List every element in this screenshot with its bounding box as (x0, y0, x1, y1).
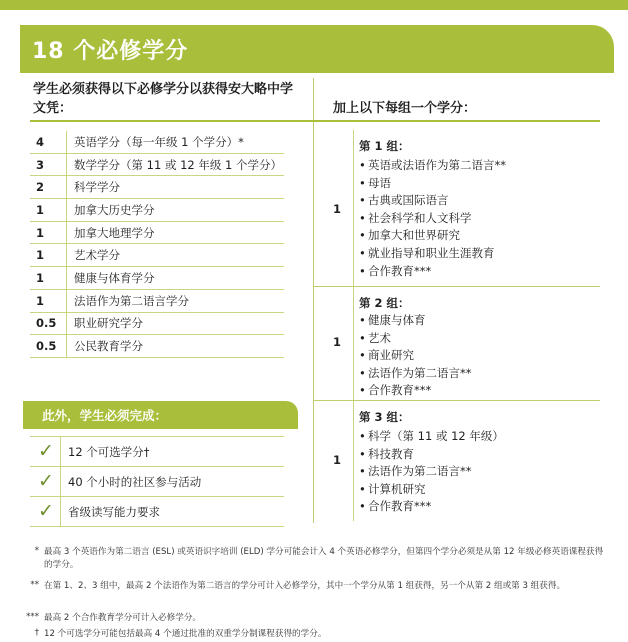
column-divider (313, 78, 314, 523)
bullet-icon: • (359, 158, 366, 172)
list-item (359, 227, 506, 245)
list-item (359, 330, 472, 348)
table-row (30, 176, 284, 199)
table-row (30, 221, 284, 244)
title-banner (20, 25, 614, 73)
table-row (30, 312, 284, 335)
bullet-icon: • (359, 245, 366, 260)
row-divider (60, 467, 61, 496)
footnote-text: 最高 2 个合作教育学分可计入必修学分。 (44, 613, 202, 623)
credit-count: 1 (30, 289, 67, 312)
footnote-mark: *** (26, 612, 39, 622)
checkmark-icon: ✓ (38, 500, 54, 522)
list-item (359, 312, 472, 330)
group-divider (353, 287, 354, 401)
credit-label: 加拿大地理学分 (67, 221, 285, 244)
group-title: 第 3 组： (359, 410, 410, 424)
group-divider (353, 401, 354, 521)
group-3 (333, 401, 600, 521)
list-item (359, 192, 506, 210)
group-credit-count: 1 (333, 335, 342, 349)
group-item-label: 健康与体育 (368, 313, 426, 327)
credit-label: 公民教育学分 (67, 335, 285, 358)
group-item-label: 合作教育*** (368, 383, 432, 398)
table-row (30, 335, 284, 358)
page-title: 18 个必修学分 (32, 39, 189, 64)
list-item (359, 382, 472, 400)
group-divider (353, 130, 354, 287)
group-item-label: 古典或国际语言 (368, 193, 449, 208)
credit-count: 2 (30, 176, 67, 199)
table-row (30, 199, 284, 222)
credit-label: 英语学分（每一年级 1 个学分）* (67, 131, 285, 153)
left-heading: 学生必须获得以下必修学分以获得安大略中学文凭： (33, 82, 294, 116)
bullet-icon: • (359, 365, 366, 380)
bullet-icon: • (359, 348, 366, 363)
table-row (30, 131, 284, 153)
group-item-label: 英语或法语作为第二语言** (368, 158, 506, 172)
credit-count: 0.5 (30, 312, 67, 335)
credit-count: 0.5 (30, 335, 67, 358)
group-list (359, 428, 504, 516)
group-item-label: 法语作为第二语言** (368, 365, 472, 380)
footnote-mark: ** (30, 580, 39, 590)
bullet-icon: • (359, 481, 366, 496)
footnote-mark: * (34, 546, 39, 556)
group-credit-count: 1 (333, 202, 342, 216)
additional-heading: 此外，学生必须完成： (42, 408, 168, 423)
checkmark-icon: ✓ (38, 470, 54, 492)
list-item (359, 245, 506, 263)
footnote-text: 最高 3 个英语作为第二语言 (ESL) 或英语识字培训 (ELD) 学分可能会计入 4 个英语必修学分，但第四个学分必须是从第 12 年级必修英语课程获得的学分。 (44, 547, 604, 570)
additional-requirements-list (30, 436, 284, 527)
list-item (359, 446, 504, 464)
right-heading: 加上以下每组一个学分： (333, 101, 477, 116)
group-item-label: 合作教育*** (368, 499, 432, 514)
group-item-label: 就业指导和职业生涯教育 (368, 245, 495, 260)
list-item (359, 481, 504, 499)
list-item (30, 497, 284, 527)
group-item-label: 商业研究 (368, 348, 414, 363)
group-item-label: 加拿大和世界研究 (368, 228, 460, 243)
group-item-label: 合作教育*** (368, 263, 432, 278)
group-item-label: 艺术 (368, 330, 391, 345)
list-item (359, 263, 506, 281)
credit-count: 1 (30, 244, 67, 267)
table-row (30, 244, 284, 267)
group-list (359, 157, 506, 280)
list-item (359, 365, 472, 383)
credit-label: 健康与体育学分 (67, 267, 285, 290)
requirement-label: 省级读写能力要求 (68, 505, 160, 519)
list-item (359, 498, 504, 516)
group-item-label: 科技教育 (368, 446, 414, 461)
list-item (30, 467, 284, 497)
bullet-icon: • (359, 446, 366, 461)
credit-label: 数学学分（第 11 或 12 年级 1 个学分） (67, 153, 285, 176)
required-credits-table (30, 131, 284, 358)
group-1 (333, 130, 600, 287)
bullet-icon: • (359, 499, 366, 514)
checkmark-icon: ✓ (38, 440, 54, 462)
credit-label: 科学学分 (67, 176, 285, 199)
credit-count: 1 (30, 267, 67, 290)
additional-requirements-banner (23, 401, 298, 429)
footnote-text: 在第 1、2、3 组中，最高 2 个法语作为第二语言的学分可计入必修学分，其中一个学分从第 1 组获得，另一个从第 2 组或第 3 组获得。 (44, 581, 566, 591)
bullet-icon: • (359, 193, 366, 208)
group-2 (333, 287, 600, 401)
group-title: 第 1 组： (359, 139, 410, 153)
bullet-icon: • (359, 429, 366, 443)
group-item-label: 法语作为第二语言** (368, 464, 472, 479)
row-divider (60, 437, 61, 466)
footnote-text: 12 个可选学分可能包括最高 4 个通过批准的双重学分制课程获得的学分。 (44, 629, 327, 639)
group-item-label: 母语 (368, 175, 391, 190)
credit-count: 3 (30, 153, 67, 176)
group-item-label: 计算机研究 (368, 481, 426, 496)
list-item (359, 210, 506, 228)
bullet-icon: • (359, 175, 366, 190)
group-item-label: 科学（第 11 或 12 年级） (368, 429, 504, 443)
requirement-label: 40 个小时的社区参与活动 (68, 475, 202, 489)
table-row (30, 289, 284, 312)
bullet-icon: • (359, 464, 366, 479)
top-accent-bar (0, 0, 628, 10)
group-credit-count: 1 (333, 453, 342, 467)
left-heading-rule (30, 120, 313, 122)
credit-label: 艺术学分 (67, 244, 285, 267)
group-item-label: 社会科学和人文科学 (368, 210, 472, 225)
bullet-icon: • (359, 263, 366, 278)
requirement-label: 12 个可选学分† (68, 445, 150, 459)
table-row (30, 153, 284, 176)
credit-count: 1 (30, 199, 67, 222)
right-heading-rule (313, 120, 600, 122)
list-item (359, 347, 472, 365)
list-item (359, 463, 504, 481)
credit-count: 4 (30, 131, 67, 153)
group-list (359, 312, 472, 400)
bullet-icon: • (359, 313, 366, 327)
bullet-icon: • (359, 210, 366, 225)
bullet-icon: • (359, 228, 366, 243)
bullet-icon: • (359, 383, 366, 398)
footnote-mark: † (34, 628, 39, 638)
table-row (30, 267, 284, 290)
group-title: 第 2 组： (359, 296, 410, 310)
bullet-icon: • (359, 330, 366, 345)
list-item (359, 157, 506, 175)
list-item (359, 428, 504, 446)
list-item (359, 175, 506, 193)
list-item (30, 436, 284, 467)
credit-count: 1 (30, 221, 67, 244)
credit-label: 加拿大历史学分 (67, 199, 285, 222)
credit-label: 职业研究学分 (67, 312, 285, 335)
credit-label: 法语作为第二语言学分 (67, 289, 285, 312)
row-divider (60, 497, 61, 526)
